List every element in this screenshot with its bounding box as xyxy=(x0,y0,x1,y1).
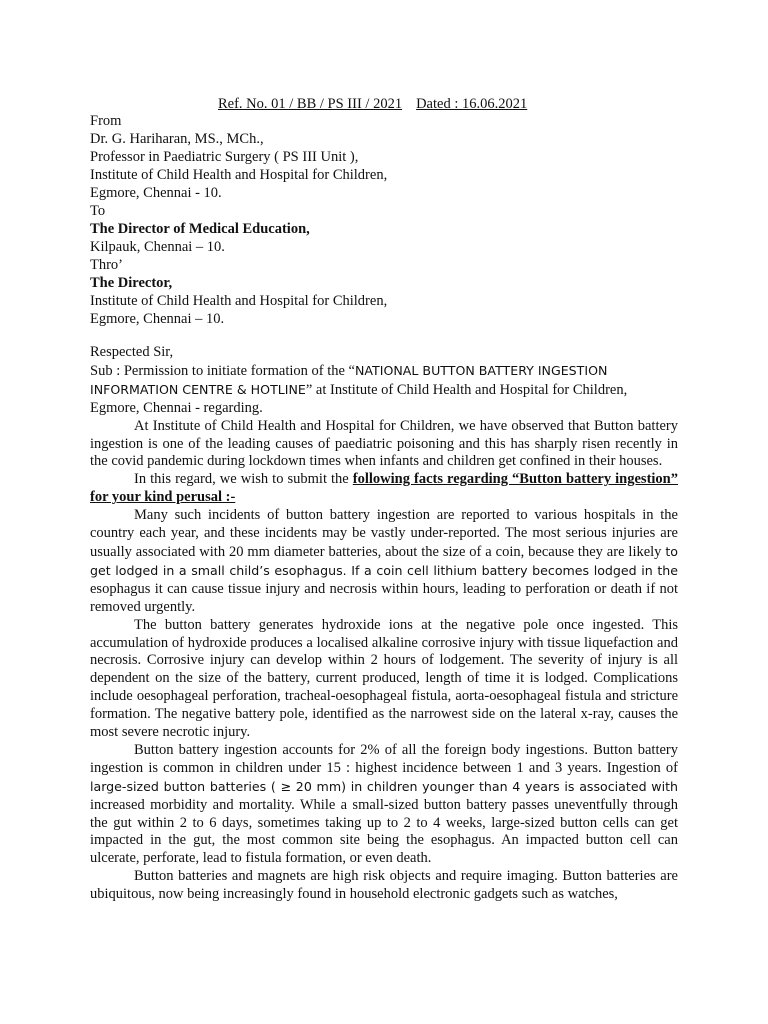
letter-body xyxy=(90,344,678,904)
sender-name: Dr. G. Hariharan, MS., MCh., xyxy=(90,131,264,147)
paragraph-observation: At Institute of Child Health and Hospital for Children, we have observed that Button battery ingestion is one of the leading causes of paediatric poisoning and this has sharply risen recently in the covid pandemic during lockdown times when infants and children get confined in their houses. xyxy=(90,417,678,470)
sender-address: Egmore, Chennai - 10. xyxy=(90,185,222,201)
to-label: To xyxy=(90,203,106,219)
paragraph-submission xyxy=(90,471,678,507)
incidents-text-a: Many such incidents of button battery ingestion are reported to various hospitals in the country each year, and these incidents may be vastly under-reported. The most serious injuries are usually associated with 20 mm diameter batteries, about the size of a coin, because they are likely xyxy=(90,507,678,560)
address-block xyxy=(90,112,690,328)
subject-title-part2: INFORMATION CENTRE & HOTLINE xyxy=(90,381,306,397)
recipient-address: Kilpauk, Chennai – 10. xyxy=(90,239,225,255)
reference-number: Ref. No. 01 / BB / PS III / 2021 xyxy=(218,96,403,112)
through-address: Egmore, Chennai – 10. xyxy=(90,311,225,327)
salutation: Respected Sir, xyxy=(90,344,174,360)
through-institute: Institute of Child Health and Hospital for Children, xyxy=(90,293,388,309)
submission-emphasis: following facts regarding “Button battery ingestion” for your kind perusal :- xyxy=(90,471,678,506)
paragraph-incidents xyxy=(90,507,678,616)
sender-institute: Institute of Child Health and Hospital for Children, xyxy=(90,167,388,183)
subject-title-part1: NATIONAL BUTTON BATTERY INGESTION xyxy=(355,362,608,378)
thro-label: Thro’ xyxy=(90,257,124,273)
submission-intro: In this regard, we wish to submit the xyxy=(134,471,353,488)
letter-date: Dated : 16.06.2021 xyxy=(416,96,528,112)
from-label: From xyxy=(90,113,122,129)
sender-designation: Professor in Paediatric Surgery ( PS III Unit ), xyxy=(90,149,359,165)
reference-line xyxy=(218,95,527,113)
incidents-text-b: to get lodged in a small child’s esophagus. If a coin cell lithium battery becomes lodged in the xyxy=(90,543,678,578)
statistics-text-c: increased morbidity and mortality. While a small-sized button battery passes uneventfully through the gut within 2 to 6 days, sometimes taking up to 2 to 4 weeks, large-sized button cells can get impacted in the gut, the most common site being the esophagus. An impacted button cell can ulcerate, perforate, lead to fistula formation, or even death. xyxy=(90,796,678,867)
incidents-text-c: esophagus it can cause tissue injury and necrosis within hours, leading to perforation or death if not removed urgently. xyxy=(90,580,678,615)
statistics-text-b: large-sized button batteries ( ≥ 20 mm) in children younger than 4 years is associated with xyxy=(90,778,678,794)
subject-suffix: ” at Institute of Child Health and Hospital for Children, xyxy=(305,381,628,398)
recipient-title: The Director of Medical Education, xyxy=(90,221,310,237)
paragraph-mechanism: The button battery generates hydroxide ions at the negative pole once ingested. This accumulation of hydroxide produces a localised alkaline corrosive injury with tissue liquefaction and necrosis. Corrosive injury can develop within 2 hours of lodgement. The severity of injury is all dependent on the size of the battery, current produced, length of time it is lodged. Complications include oesophageal perforation, tracheal-oesophageal fistula, aorta-oesophageal fistula and stricture formation. The negative battery pole, identified as the narrowest side on the lateral x-ray, causes the most severe necrotic injury. xyxy=(90,616,678,741)
through-title: The Director, xyxy=(90,275,173,291)
paragraph-statistics xyxy=(90,742,678,868)
subject-prefix: Sub : Permission to initiate formation of the “ xyxy=(90,362,355,379)
statistics-text-a: Button battery ingestion accounts for 2% of all the foreign body ingestions. Button battery ingestion is common in children under 15 : highest incidence between 1 and 3 years. Ingestion of xyxy=(90,741,678,776)
subject-regarding: Egmore, Chennai - regarding. xyxy=(90,399,263,416)
subject-line xyxy=(90,362,678,418)
paragraph-imaging: Button batteries and magnets are high risk objects and require imaging. Button batteries are ubiquitous, now being increasingly found in household electronic gadgets such as watches, xyxy=(90,868,678,903)
